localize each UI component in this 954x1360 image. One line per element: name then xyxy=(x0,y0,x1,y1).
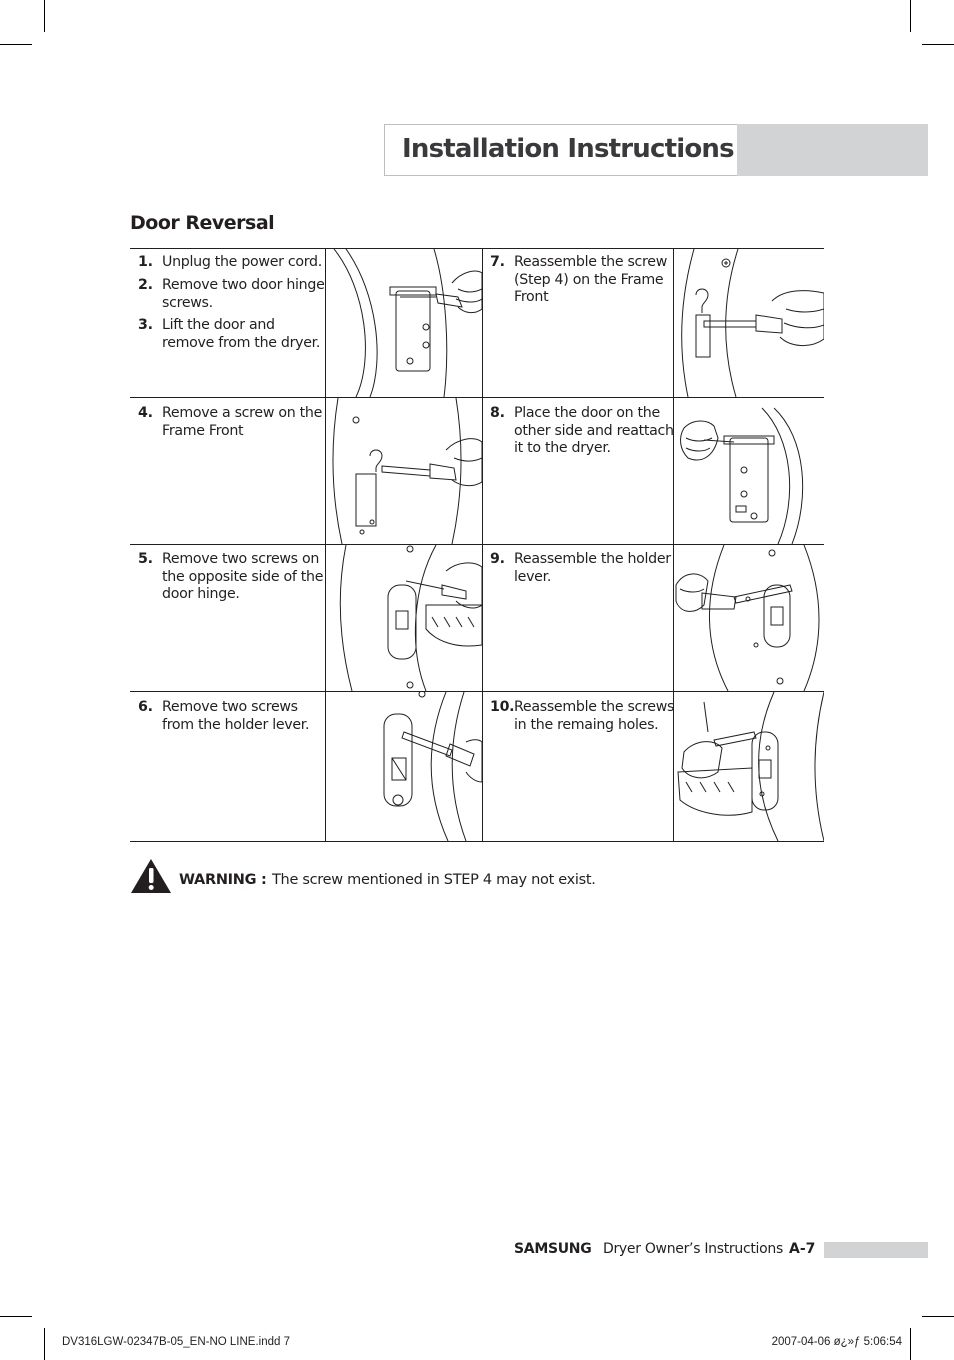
step-text: Reassemble the holder xyxy=(514,551,671,567)
header-fill-block xyxy=(737,124,928,176)
step-number: 8. xyxy=(490,405,505,421)
crop-mark xyxy=(910,1328,911,1360)
crop-mark xyxy=(910,0,911,32)
page-footer xyxy=(514,1241,928,1259)
step-number: 6. xyxy=(138,699,153,715)
step-6 xyxy=(138,699,309,734)
step-number: 9. xyxy=(490,551,505,567)
illustration-step-10 xyxy=(674,692,824,841)
illustration-step-4 xyxy=(326,398,482,544)
step-text: Lift the door and xyxy=(162,317,275,333)
slug-timestamp: 2007-04-06 ø¿»ƒ 5:06:54 xyxy=(771,1336,902,1348)
step-text: in the remaing holes. xyxy=(514,716,659,733)
step-text: from the holder lever. xyxy=(162,716,310,733)
footer-bar xyxy=(824,1242,928,1258)
crop-mark xyxy=(922,1316,954,1317)
crop-mark xyxy=(44,1328,45,1360)
step-number: 7. xyxy=(490,254,505,270)
step-text: Remove a screw on the xyxy=(162,405,323,421)
step-text: Reassemble the screw xyxy=(514,254,667,270)
illustration-step-6 xyxy=(326,692,482,841)
step-text: door hinge. xyxy=(162,586,240,602)
step-3 xyxy=(138,317,320,352)
step-text: Place the door on the xyxy=(514,405,660,421)
step-text: remove from the dryer. xyxy=(162,334,321,351)
step-8 xyxy=(490,405,674,458)
slug-filename: DV316LGW-02347B-05_EN-NO LINE.indd 7 xyxy=(62,1336,290,1348)
section-header xyxy=(384,124,928,176)
step-number: 10. xyxy=(490,699,515,715)
step-number: 1. xyxy=(138,254,153,270)
section-title: Door Reversal xyxy=(130,212,275,234)
step-text: it to the dryer. xyxy=(514,440,611,456)
crop-mark xyxy=(0,1316,32,1317)
warning-text: The screw mentioned in STEP 4 may not exist. xyxy=(272,872,596,888)
step-5 xyxy=(138,551,323,604)
step-9 xyxy=(490,551,671,586)
step-number: 4. xyxy=(138,405,153,421)
step-text: screws. xyxy=(162,294,213,311)
instruction-grid xyxy=(130,248,824,842)
crop-mark xyxy=(44,0,45,32)
illustration-step-9 xyxy=(674,545,824,691)
illustration-step-5 xyxy=(326,545,482,691)
step-text: Remove two screws xyxy=(162,699,298,715)
step-text: Reassemble the screws xyxy=(514,699,675,715)
grid-line xyxy=(130,841,824,842)
step-number: 2. xyxy=(138,277,153,293)
page-number: A-7 xyxy=(789,1241,816,1257)
crop-mark xyxy=(922,44,954,45)
illustration-step-8 xyxy=(674,398,824,544)
warning-label: WARNING : xyxy=(179,872,267,888)
warning-triangle-icon xyxy=(130,858,172,894)
step-text: Remove two screws on xyxy=(162,551,320,567)
footer-doc-title: Dryer Owner’s Instructions xyxy=(603,1241,783,1257)
grid-line xyxy=(482,248,483,842)
step-2 xyxy=(138,277,325,312)
footer-brand: SAMSUNG xyxy=(514,1241,592,1257)
crop-mark xyxy=(0,44,32,45)
step-text: Unplug the power cord. xyxy=(162,254,322,270)
page-title: Installation Instructions xyxy=(402,134,734,164)
step-4 xyxy=(138,405,322,440)
step-10 xyxy=(490,699,674,734)
step-text: Frame Front xyxy=(162,422,244,439)
illustration-step-7 xyxy=(674,249,824,397)
step-text: Remove two door hinge xyxy=(162,277,325,293)
illustration-step-1-3 xyxy=(326,249,482,397)
step-number: 5. xyxy=(138,551,153,567)
step-text: the opposite side of the xyxy=(162,568,324,585)
step-1 xyxy=(138,254,322,272)
step-text: lever. xyxy=(514,568,552,585)
warning-note xyxy=(130,858,830,898)
step-text: (Step 4) on the Frame xyxy=(514,271,664,288)
step-7 xyxy=(490,254,667,307)
step-number: 3. xyxy=(138,317,153,333)
step-text: Front xyxy=(514,289,549,305)
step-text: other side and reattach xyxy=(514,422,674,439)
